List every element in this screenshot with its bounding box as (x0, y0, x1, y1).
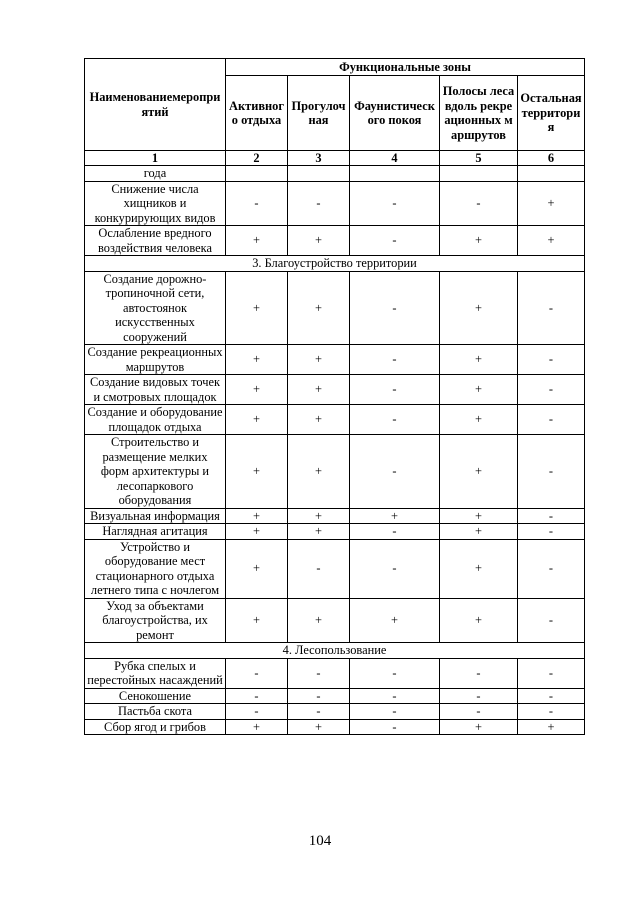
table-row (85, 508, 585, 524)
zone-mark-cell: - (350, 704, 440, 720)
zone-mark-cell: + (288, 524, 350, 540)
activity-name: Создание видовых точек и смотровых площадок (85, 375, 226, 405)
zone-mark-cell: + (288, 598, 350, 643)
zone-mark-cell: - (518, 375, 585, 405)
zone-mark-cell: + (440, 524, 518, 540)
zone-mark-cell: - (518, 524, 585, 540)
activity-name: Создание дорожно-тропиночной сети, автостоянок искусственных сооружений (85, 271, 226, 345)
table-row (85, 598, 585, 643)
activity-name: Строительство и размещение мелких форм архитектуры и лесопаркового оборудования (85, 435, 226, 509)
zone-mark-cell: - (440, 704, 518, 720)
zone-mark-cell: + (226, 226, 288, 256)
zone-mark-cell (518, 166, 585, 182)
zone-mark-cell: + (440, 435, 518, 509)
zone-mark-cell: + (288, 405, 350, 435)
zone-mark-cell: + (518, 226, 585, 256)
activity-name: года (85, 166, 226, 182)
section-title: 4. Лесопользование (85, 643, 585, 659)
header-row-group (85, 59, 585, 76)
zone-mark-cell: + (440, 375, 518, 405)
zone-mark-cell: - (440, 181, 518, 226)
column-number-4: 4 (350, 151, 440, 166)
zone-mark-cell: + (440, 271, 518, 345)
activity-name: Сенокошение (85, 688, 226, 704)
activity-name: Пастьба скота (85, 704, 226, 720)
zone-mark-cell: - (518, 598, 585, 643)
table-row (85, 405, 585, 435)
table-row (85, 435, 585, 509)
zone-mark-cell: - (288, 658, 350, 688)
zone-mark-cell: + (350, 598, 440, 643)
zone-mark-cell: - (226, 181, 288, 226)
table-row (85, 719, 585, 735)
table-row (85, 539, 585, 598)
zone-mark-cell: - (518, 508, 585, 524)
zone-mark-cell: + (288, 719, 350, 735)
zone-mark-cell: + (226, 271, 288, 345)
zone-mark-cell: - (350, 688, 440, 704)
table-row (85, 226, 585, 256)
zone-mark-cell: + (226, 598, 288, 643)
zone-mark-cell: - (226, 658, 288, 688)
table-row (85, 658, 585, 688)
zone-mark-cell: + (350, 508, 440, 524)
zone-mark-cell: + (518, 181, 585, 226)
zone-mark-cell: + (288, 435, 350, 509)
activity-name: Устройство и оборудование мест стационарного отдыха летнего типа с ночлегом (85, 539, 226, 598)
table-row (85, 704, 585, 720)
activity-name: Сбор ягод и грибов (85, 719, 226, 735)
header-zones-group: Функциональные зоны (226, 59, 585, 76)
activity-name: Создание рекреационных маршрутов (85, 345, 226, 375)
zone-mark-cell: + (288, 271, 350, 345)
zone-mark-cell: + (440, 539, 518, 598)
section-header-row (85, 256, 585, 272)
zone-mark-cell: + (288, 226, 350, 256)
header-zone-4: Полосы леса вдоль рекреационных маршрутов (440, 76, 518, 151)
zone-mark-cell: + (288, 345, 350, 375)
table-row (85, 345, 585, 375)
zone-mark-cell: + (518, 719, 585, 735)
zone-mark-cell (288, 166, 350, 182)
activity-name: Уход за объектами благоустройства, их ремонт (85, 598, 226, 643)
zone-mark-cell: - (350, 539, 440, 598)
zone-mark-cell: - (518, 688, 585, 704)
zone-mark-cell: - (440, 658, 518, 688)
header-zone-1: Активного отдыха (226, 76, 288, 151)
zone-mark-cell: + (226, 539, 288, 598)
zone-mark-cell (226, 166, 288, 182)
zone-mark-cell: - (350, 271, 440, 345)
zone-mark-cell: + (226, 508, 288, 524)
zone-mark-cell: - (518, 405, 585, 435)
activity-name: Снижение числа хищников и конкурирующих видов (85, 181, 226, 226)
zone-mark-cell: - (350, 226, 440, 256)
zone-mark-cell: + (226, 405, 288, 435)
activity-name: Ослабление вредного воздействия человека (85, 226, 226, 256)
zone-mark-cell: - (350, 345, 440, 375)
zone-mark-cell: - (350, 405, 440, 435)
zone-mark-cell: - (226, 704, 288, 720)
zone-mark-cell: - (288, 688, 350, 704)
zone-mark-cell: + (440, 508, 518, 524)
header-zone-3: Фаунистического покоя (350, 76, 440, 151)
table-body (85, 59, 585, 735)
functional-zones-table (84, 58, 585, 735)
zone-mark-cell: + (440, 719, 518, 735)
zone-mark-cell: - (288, 704, 350, 720)
zone-mark-cell: - (350, 375, 440, 405)
table-row (85, 181, 585, 226)
zone-mark-cell: - (350, 181, 440, 226)
column-number-3: 3 (288, 151, 350, 166)
section-title: 3. Благоустройство территории (85, 256, 585, 272)
zone-mark-cell: + (288, 375, 350, 405)
zone-mark-cell: + (226, 345, 288, 375)
column-number-1: 1 (85, 151, 226, 166)
zone-mark-cell: - (350, 524, 440, 540)
zone-mark-cell (440, 166, 518, 182)
zone-mark-cell: - (518, 539, 585, 598)
zone-mark-cell: + (226, 524, 288, 540)
zone-mark-cell: + (226, 719, 288, 735)
zone-mark-cell: + (440, 345, 518, 375)
activity-name: Визуальная информация (85, 508, 226, 524)
zone-mark-cell: - (518, 435, 585, 509)
zone-mark-cell: + (440, 226, 518, 256)
table-row (85, 166, 585, 182)
header-row-numbers (85, 151, 585, 166)
zone-mark-cell: - (518, 658, 585, 688)
zone-mark-cell: - (350, 658, 440, 688)
column-number-2: 2 (226, 151, 288, 166)
zone-mark-cell: - (440, 688, 518, 704)
table-row (85, 688, 585, 704)
header-zone-2: Прогулочная (288, 76, 350, 151)
column-number-5: 5 (440, 151, 518, 166)
zone-mark-cell: - (350, 719, 440, 735)
table-row (85, 271, 585, 345)
activity-name: Наглядная агитация (85, 524, 226, 540)
zone-mark-cell: + (440, 598, 518, 643)
zone-mark-cell: - (226, 688, 288, 704)
zone-mark-cell: - (350, 435, 440, 509)
column-number-6: 6 (518, 151, 585, 166)
zone-mark-cell: - (518, 345, 585, 375)
zone-mark-cell: + (226, 375, 288, 405)
zone-mark-cell: - (518, 271, 585, 345)
header-zone-5: Остальная территория (518, 76, 585, 151)
section-header-row (85, 643, 585, 659)
zone-mark-cell: - (518, 704, 585, 720)
zone-mark-cell: + (226, 435, 288, 509)
activity-name: Рубка спелых и перестойных насаждений (85, 658, 226, 688)
zone-mark-cell: + (440, 405, 518, 435)
page-number: 104 (308, 833, 332, 849)
table-row (85, 524, 585, 540)
activity-name: Создание и оборудование площадок отдыха (85, 405, 226, 435)
zone-mark-cell: + (288, 508, 350, 524)
zone-mark-cell: - (288, 539, 350, 598)
zone-mark-cell (350, 166, 440, 182)
zone-mark-cell: - (288, 181, 350, 226)
table-row (85, 375, 585, 405)
header-name-col: Наименованиемероприятий (85, 59, 226, 151)
